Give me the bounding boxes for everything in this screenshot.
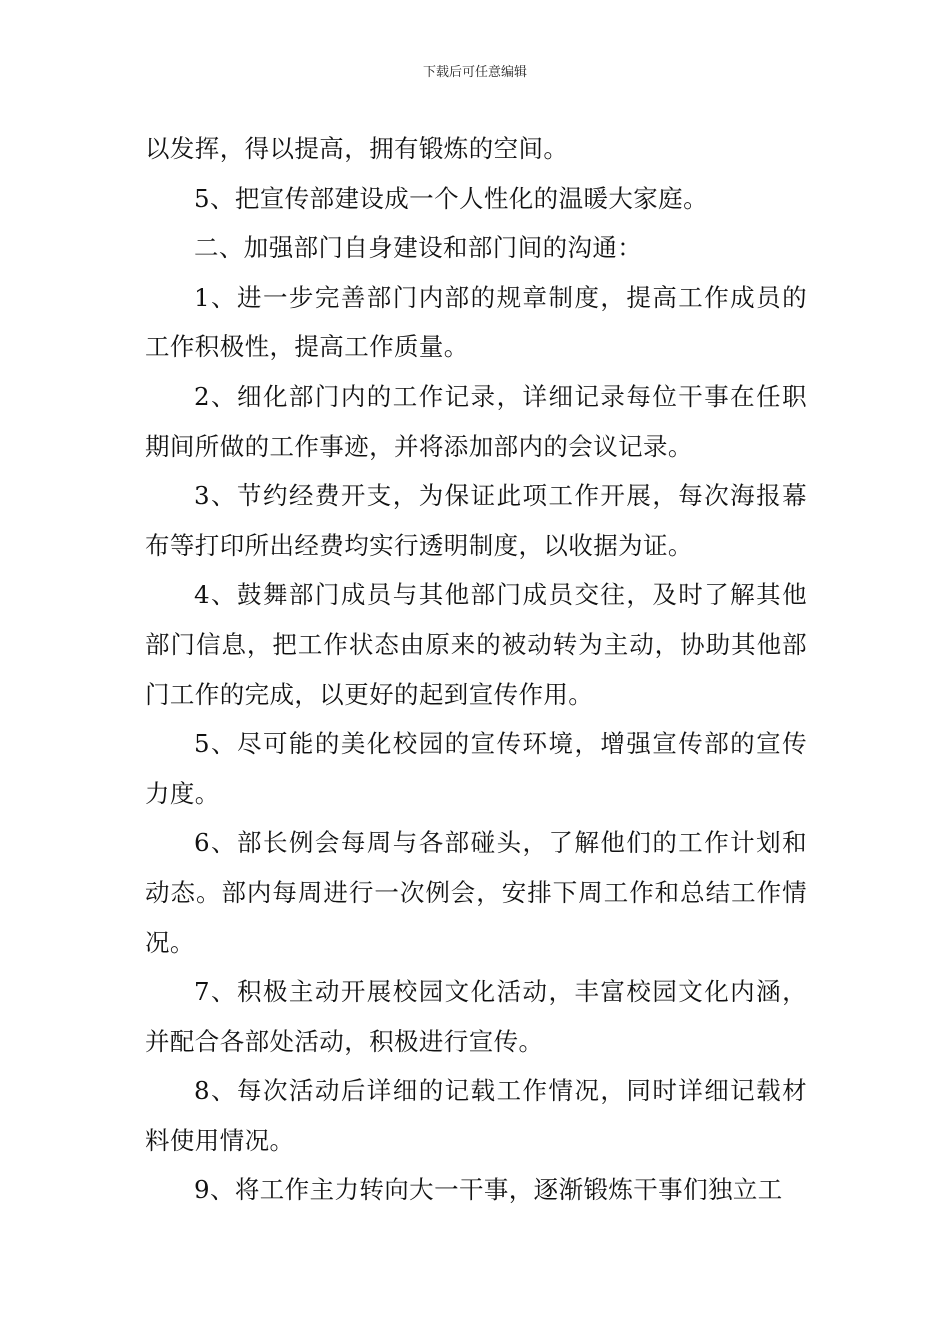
page-header: 下载后可任意编辑	[422, 65, 527, 80]
paragraph-item-4: 4、鼓舞部门成员与其他部门成员交往，及时了解其他部门信息，把工作状态由原来的被动转为主动，协助其他部门工作的完成，以更好的起到宣传作用。	[145, 580, 807, 709]
paragraph-item-6: 6、部长例会每周与各部碰头，了解他们的工作计划和动态。部内每周进行一次例会，安排下周工作和总结工作情况。	[145, 828, 807, 957]
paragraph-item-3: 3、节约经费开支，为保证此项工作开展，每次海报幕布等打印所出经费均实行透明制度，以收据为证。	[145, 481, 807, 560]
paragraph-continuation: 以发挥，得以提高，拥有锻炼的空间。	[145, 134, 569, 163]
paragraph-item-1: 1、进一步完善部门内部的规章制度，提高工作成员的工作积极性，提高工作质量。	[145, 282, 807, 362]
paragraph-item-9: 9、将工作主力转向大一干事，逐渐锻炼干事们独立工	[194, 1175, 783, 1205]
paragraph-item-7: 7、积极主动开展校园文化活动，丰富校园文化内涵，并配合各部处活动，积极进行宣传。	[145, 977, 807, 1056]
paragraph-item-5: 5、尽可能的美化校园的宣传环境，增强宣传部的宣传力度。	[145, 729, 807, 808]
document-body	[145, 124, 807, 1215]
paragraph-item-8: 8、每次活动后详细的记载工作情况，同时详细记载材料使用情况。	[145, 1076, 807, 1155]
paragraph-item-5-family: 5、把宣传部建设成一个人性化的温暖大家庭。	[194, 183, 708, 213]
section-heading-2: 二、加强部门自身建设和部门间的沟通：	[194, 233, 643, 263]
paragraph-item-2: 2、细化部门内的工作记录，详细记录每位干事在任职期间所做的工作事迹，并将添加部内的会议记录。	[145, 381, 807, 461]
